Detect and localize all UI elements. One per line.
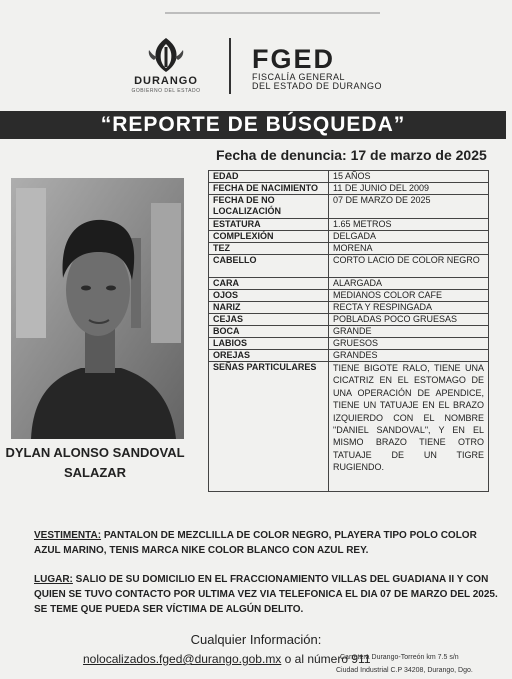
clothing-section bbox=[34, 528, 496, 558]
logo-separator bbox=[229, 38, 231, 94]
detail-label: LABIOS bbox=[209, 338, 329, 350]
detail-label: OREJAS bbox=[209, 350, 329, 362]
detail-row bbox=[209, 362, 489, 492]
clothing-label: VESTIMENTA: bbox=[34, 530, 102, 541]
place-label: LUGAR: bbox=[34, 574, 73, 585]
contact-email-link[interactable]: nolocalizados.fged@durango.gob.mx bbox=[83, 652, 282, 666]
detail-label: CABELLO bbox=[209, 255, 329, 278]
detail-row bbox=[209, 195, 489, 219]
detail-row bbox=[209, 231, 489, 243]
contact-phone: o al número 911 bbox=[284, 652, 371, 666]
agency-name-line2: DEL ESTADO DE DURANGO bbox=[252, 81, 383, 91]
place-section bbox=[34, 572, 504, 617]
missing-person-name bbox=[0, 443, 190, 483]
detail-value: GRANDES bbox=[329, 350, 489, 362]
place-text: SALIO DE SU DOMICILIO EN EL FRACCIONAMIENTO VILLAS DEL GUADIANA II Y CON QUIEN SE TUVO CONTACTO POR ULTIMA VEZ VIA TELEFONICA EL DIA 07 DE MARZO DEL 2025. SE TEME QUE PUEDA SER VÍCTIMA DE ALGÚN DELITO. bbox=[34, 574, 498, 615]
detail-value: CORTO LACIO DE COLOR NEGRO bbox=[329, 255, 489, 278]
report-title: “REPORTE DE BÚSQUEDA” bbox=[100, 113, 406, 136]
detail-row bbox=[209, 243, 489, 255]
detail-value: 1.65 METROS bbox=[329, 219, 489, 231]
info-heading: Cualquier Información: bbox=[190, 632, 322, 647]
detail-label: NARIZ bbox=[209, 302, 329, 314]
detail-row bbox=[209, 350, 489, 362]
agency-name-line1: FISCALÍA GENERAL bbox=[252, 72, 346, 82]
durango-emblem-icon bbox=[146, 36, 186, 74]
name-line1: DYLAN ALONSO SANDOVAL bbox=[5, 445, 185, 460]
detail-label: CEJAS bbox=[209, 314, 329, 326]
durango-logo bbox=[118, 36, 214, 94]
detail-label: FECHA DE NACIMIENTO bbox=[209, 183, 329, 195]
address-line1: Carretera Durango-Torreón km 7.5 s/n bbox=[340, 654, 459, 661]
detail-value: MORENA bbox=[329, 243, 489, 255]
detail-value: MEDIANOS COLOR CAFE bbox=[329, 290, 489, 302]
detail-row bbox=[209, 290, 489, 302]
detail-row bbox=[209, 302, 489, 314]
detail-label: OJOS bbox=[209, 290, 329, 302]
detail-label: TEZ bbox=[209, 243, 329, 255]
detail-row bbox=[209, 314, 489, 326]
detail-row bbox=[209, 278, 489, 290]
address-line2: Ciudad Industrial C.P 34208, Durango, Dgo. bbox=[336, 667, 473, 674]
detail-value: 15 AÑOS bbox=[329, 171, 489, 183]
report-date: Fecha de denuncia: 17 de marzo de 2025 bbox=[216, 147, 487, 163]
detail-row bbox=[209, 183, 489, 195]
detail-label: EDAD bbox=[209, 171, 329, 183]
detail-row bbox=[209, 219, 489, 231]
detail-label: COMPLEXIÓN bbox=[209, 231, 329, 243]
detail-value: DELGADA bbox=[329, 231, 489, 243]
person-details-table bbox=[208, 170, 489, 492]
report-banner bbox=[0, 111, 506, 139]
detail-value: POBLADAS POCO GRUESAS bbox=[329, 314, 489, 326]
detail-value: 11 DE JUNIO DEL 2009 bbox=[329, 183, 489, 195]
detail-value: ALARGADA bbox=[329, 278, 489, 290]
detail-value: 07 DE MARZO DE 2025 bbox=[329, 195, 489, 219]
detail-value: GRANDE bbox=[329, 326, 489, 338]
detail-value: GRUESOS bbox=[329, 338, 489, 350]
detail-row bbox=[209, 338, 489, 350]
detail-label: SEÑAS PARTICULARES bbox=[209, 362, 329, 492]
detail-value: RECTA Y RESPINGADA bbox=[329, 302, 489, 314]
missing-person-photo bbox=[11, 178, 184, 439]
name-line2: SALAZAR bbox=[63, 465, 127, 480]
detail-label: CARA bbox=[209, 278, 329, 290]
durango-logo-subtext: GOBIERNO DEL ESTADO bbox=[131, 88, 201, 94]
agency-acronym: FGED bbox=[252, 44, 336, 74]
detail-row bbox=[209, 171, 489, 183]
detail-row bbox=[209, 326, 489, 338]
detail-label: ESTATURA bbox=[209, 219, 329, 231]
top-divider-line bbox=[165, 12, 380, 14]
detail-value: TIENE BIGOTE RALO, TIENE UNA CICATRIZ EN EL ESTOMAGO DE UNA OPERACIÓN DE APENDICE, TIENE UN TATUAJE EN EL BRAZO IZQUIERDO CON EL NOMBRE "DANIEL SANDOVAL", Y EN EL MISMO BRAZO TIENE OTRO TATUAJE DE UN TIGRE RUGIENDO. bbox=[329, 362, 489, 492]
detail-row bbox=[209, 255, 489, 278]
clothing-text: PANTALON DE MEZCLILLA DE COLOR NEGRO, PLAYERA TIPO POLO COLOR AZUL MARINO, TENIS MARCA NIKE COLOR BLANCO CON AZUL REY. bbox=[34, 530, 477, 556]
durango-logo-text: DURANGO bbox=[134, 75, 198, 87]
contact-line bbox=[83, 652, 371, 666]
detail-label: FECHA DE NO LOCALIZACIÓN bbox=[209, 195, 329, 219]
detail-label: BOCA bbox=[209, 326, 329, 338]
